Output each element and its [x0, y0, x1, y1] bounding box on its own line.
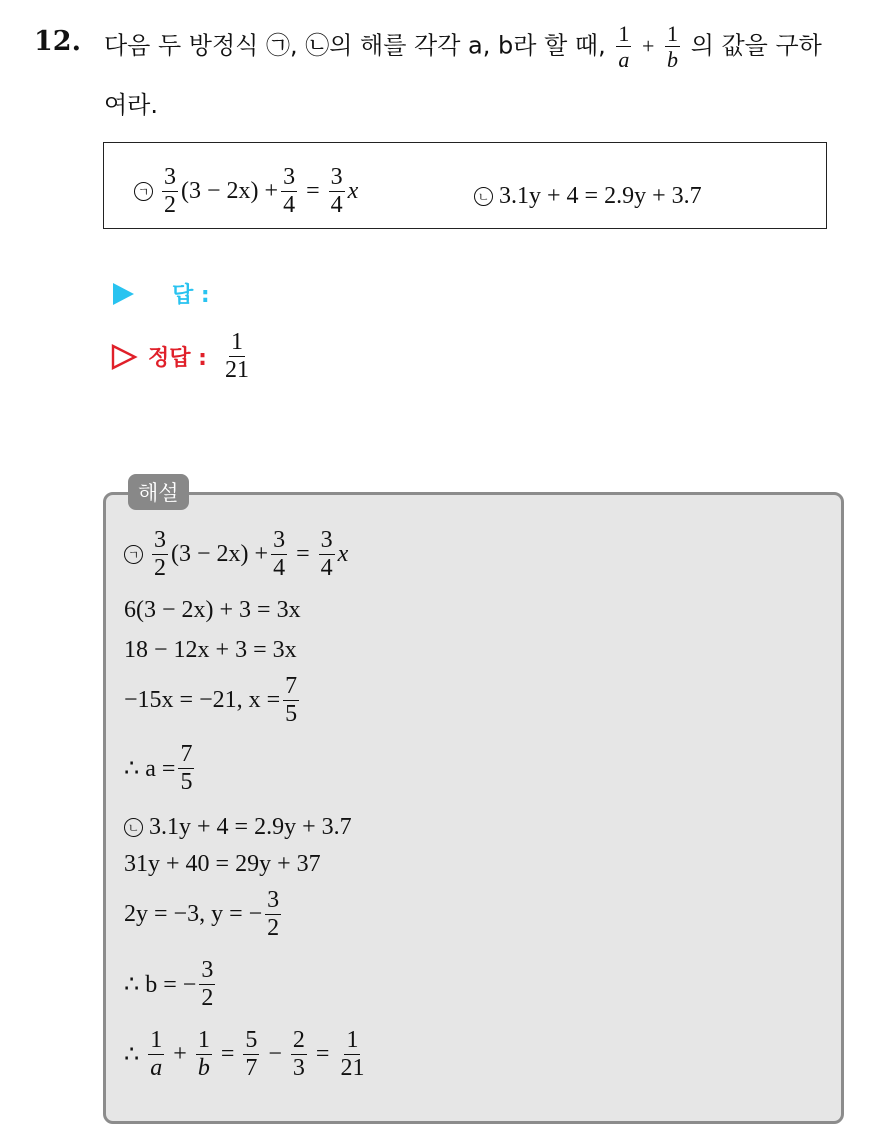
eq1-frac-3-4-b: $\frac{3}{4}$ [330, 164, 343, 219]
solution-line-6: 31y + 40 = 29y + 37 [124, 851, 321, 877]
circled-label-1-icon: ㄱ [124, 545, 143, 564]
solution-line-2: 18 − 12x + 3 = 3x [124, 637, 297, 663]
solution-line-eq2: ㄴ 3.1y + 4 = 2.9y + 3.7 [124, 814, 352, 841]
plus-sign: + [641, 33, 655, 59]
solution-line-final: ∴ $\frac{1}{a}$ + $\frac{1}{b}$ = $\frac{5}{7}$ − $\frac{2}{3}$ = $\frac{1}{21}$ [124, 1027, 365, 1082]
solution-tag: 해설 [128, 474, 189, 510]
question-number: 12. [34, 26, 81, 57]
solution-line-8: ∴ b = − $\frac{3}{2}$ [124, 957, 214, 1012]
eq1-lhs-rest: (3 − 2x) + [181, 178, 279, 205]
solution-line-4: ∴ a = $\frac{7}{5}$ [124, 741, 193, 796]
answer-label: 답 : [172, 283, 210, 308]
circled-label-2-icon: ㄴ [474, 187, 493, 206]
correct-answer-row [110, 330, 254, 383]
fraction-one-over-b: $\frac{1}{b}$ [667, 21, 679, 73]
correct-answer-label: 정답 : [148, 346, 207, 372]
play-triangle-icon [110, 281, 136, 307]
question-text-before: 다음 두 방정식 ㉠, ㉡의 해를 각각 a, b라 할 때, [104, 31, 606, 60]
correct-answer-fraction: $\frac{1}{21}$ [224, 329, 249, 384]
equation-box [103, 142, 827, 229]
question-text-line2: 여라. [104, 91, 158, 119]
fraction-one-over-a: $\frac{1}{a}$ [618, 21, 630, 73]
equation-2 [474, 183, 702, 210]
eq1-frac-3-4-a: $\frac{3}{4}$ [283, 164, 296, 219]
question-text [104, 22, 822, 71]
eq1-equals: = [300, 178, 326, 205]
eq1-frac-3-2: $\frac{3}{2}$ [164, 164, 176, 219]
solution-line-eq1: ㄱ $\frac{3}{2}$ (3 − 2x) + $\frac{3}{4}$ = $\frac{3}{4}$ x [124, 528, 348, 581]
eq1-var-x: x [347, 178, 359, 205]
circled-label-2-icon: ㄴ [124, 818, 143, 837]
answer-row [110, 278, 210, 309]
eq2-text: 3.1y + 4 = 2.9y + 3.7 [499, 183, 702, 209]
solution-line-1: 6(3 − 2x) + 3 = 3x [124, 597, 301, 623]
question-text-after: 의 값을 구하 [690, 31, 822, 60]
equation-1 [134, 165, 358, 218]
solution-line-7: 2y = −3, y = − $\frac{3}{2}$ [124, 887, 280, 942]
circled-label-1-icon: ㄱ [134, 182, 153, 201]
outline-triangle-icon [110, 343, 138, 371]
solution-line-3: −15x = −21, x = $\frac{7}{5}$ [124, 673, 298, 728]
